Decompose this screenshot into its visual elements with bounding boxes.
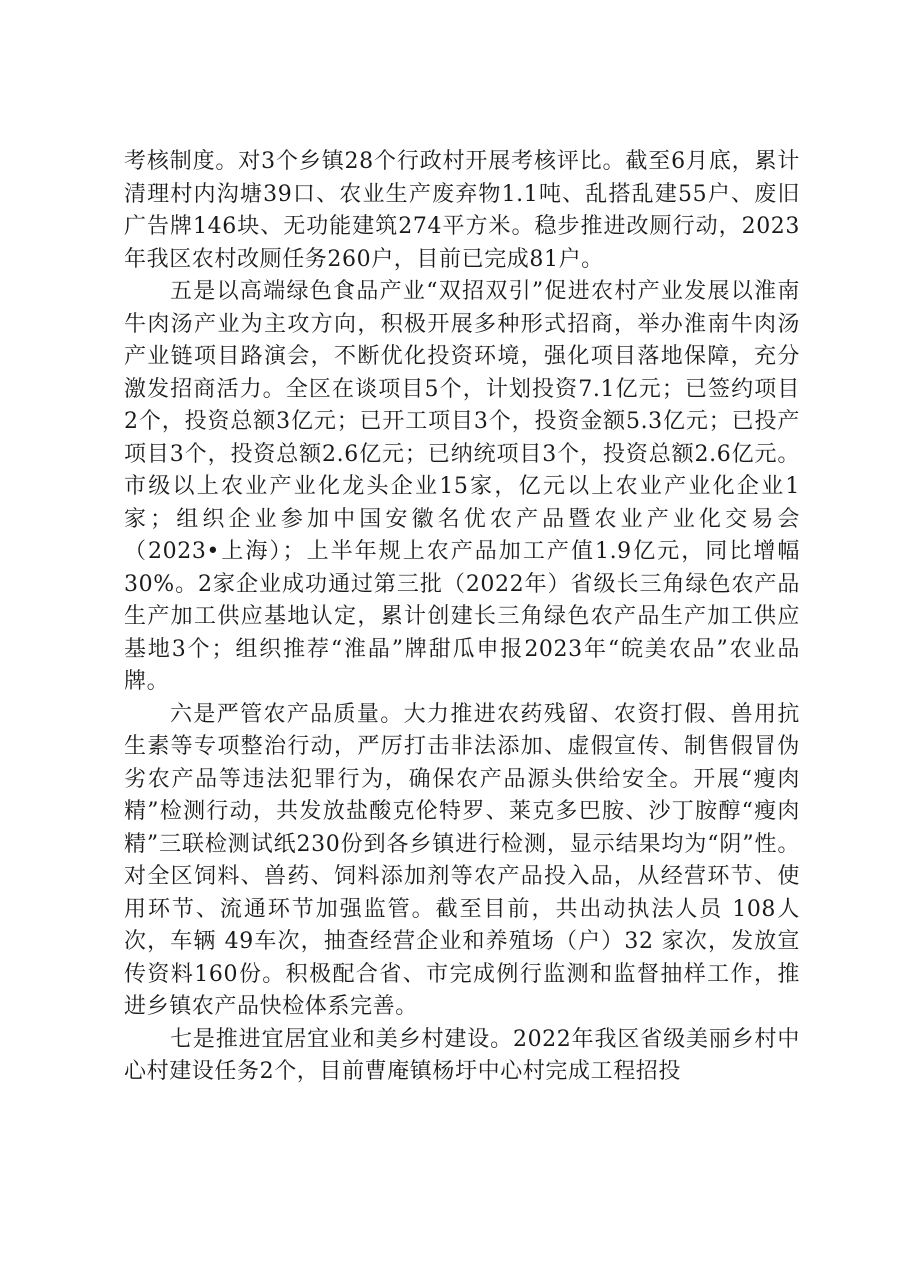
paragraph-2: 五是以高端绿色食品产业“双招双引”促进农村产业发展以淮南牛肉汤产业为主攻方向，积极开展多种形式招商，举办淮南牛肉汤产业链项目路演会，不断优化投资环境，强化项目落地保障，充分激发招商活力。全区在谈项目5个，计划投资7.1亿元；已签约项目2个，投资总额3亿元；已开工项目3个，投资金额5.3亿元；已投产项目3个，投资总额2.6亿元；已纳统项目3个，投资总额2.6亿元。市级以上农业产业化龙头企业15家，亿元以上农业产业化企业1家；组织企业参加中国安徽名优农产品暨农业产业化交易会（2023•上海）；上半年规上农产品加工产值1.9亿元，同比增幅30%。2家企业成功通过第三批（2022年）省级长三角绿色农产品生产加工供应基地认定，累计创建长三角绿色农产品生产加工供应基地3个；组织推荐“淮晶”牌甜瓜申报2023年“皖美农品”农业品牌。 [124, 279, 800, 694]
paragraph-1: 考核制度。对3个乡镇28个行政村开展考核评比。截至6月底，累计清理村内沟塘39口、农业生产废弃物1.1吨、乱搭乱建55户、废旧广告牌146块、无功能建筑274平方米。稳步推进改厕行动，2023年我区农村改厕任务260户，目前已完成81户。 [124, 149, 800, 272]
paragraph-3: 六是严管农产品质量。大力推进农药残留、农资打假、兽用抗生素等专项整治行动，严厉打击非法添加、虚假宣传、制售假冒伪劣农产品等违法犯罪行为，确保农产品源头供给安全。开展“瘦肉精”检测行动，共发放盐酸克伦特罗、莱克多巴胺、沙丁胺醇“瘦肉精”三联检测试纸230份到各乡镇进行检测，显示结果均为“阴”性。对全区饲料、兽药、饲料添加剂等农产品投入品，从经营环节、使用环节、流通环节加强监管。截至目前，共出动执法人员 108人次，车辆 49车次，抽查经营企业和养殖场（户）32 家次，发放宣传资料160份。积极配合省、市完成例行监测和监督抽样工作，推进乡镇农产品快检体系完善。 [124, 701, 800, 1019]
paragraph-4: 七是推进宜居宜业和美乡村建设。2022年我区省级美丽乡村中心村建设任务2个，目前曹庵镇杨圩中心村完成工程招投 [124, 1026, 800, 1084]
document-body [124, 146, 800, 1089]
